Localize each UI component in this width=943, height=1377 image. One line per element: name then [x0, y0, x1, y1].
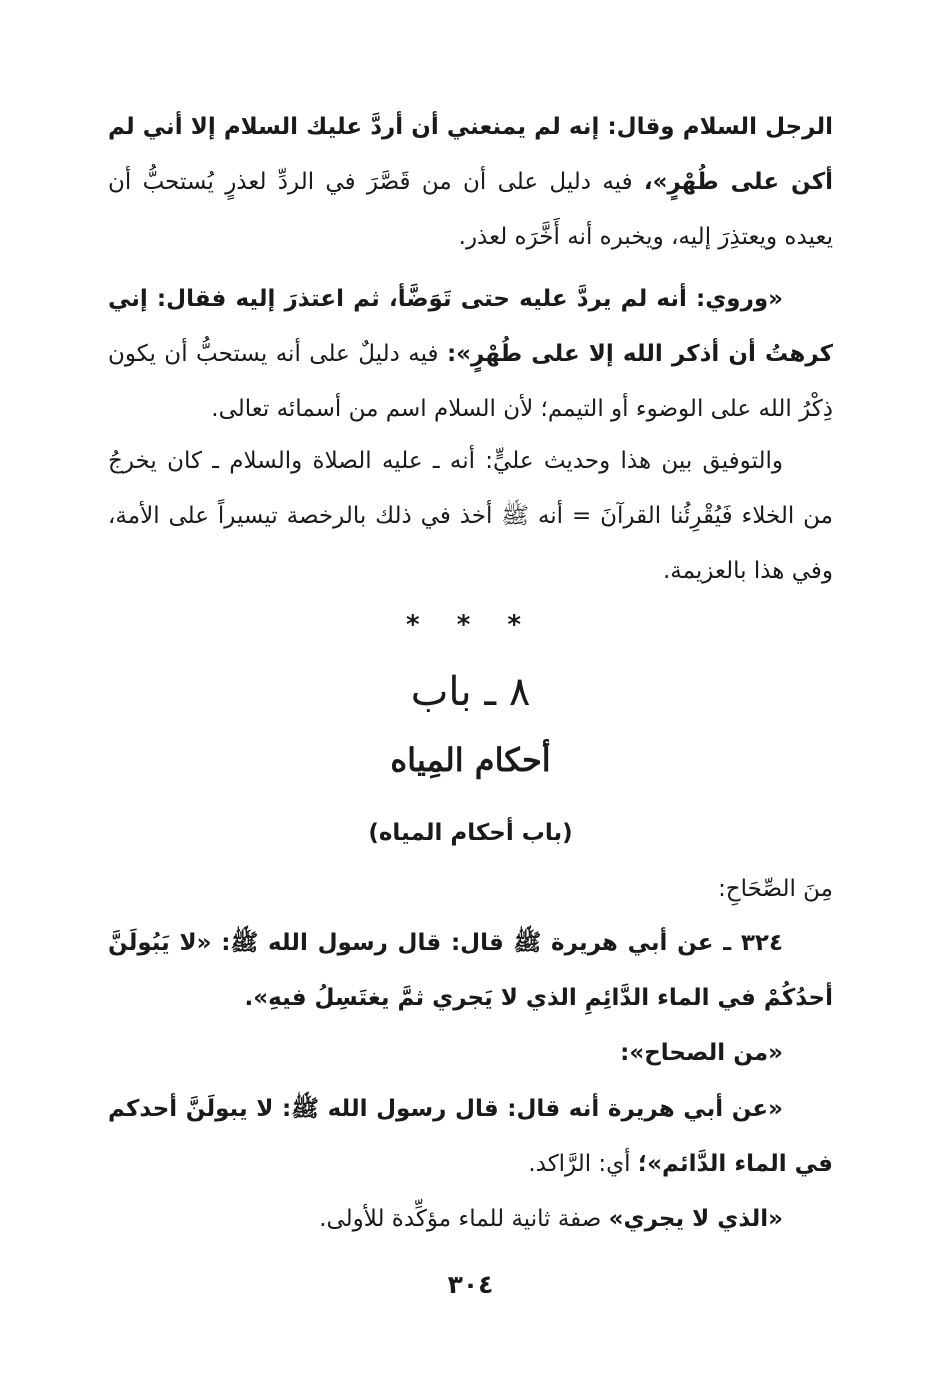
paragraph-1: [108, 100, 833, 265]
commentary-2-bold: «عن أبي هريرة أنه قال: قال رسول الله ﷺ: لا يبولَنَّ أحدكم في الماء الدَّائم»؛: [108, 1096, 833, 1177]
paragraph-3: [108, 434, 833, 599]
paragraph-2: [108, 272, 833, 437]
paragraph-1-bold: الرجل السلام وقال: إنه لم يمنعني أن أردَّ عليك السلام إلا أني لم أكن على طُهْرٍ»،: [108, 114, 833, 195]
paragraph-1-text: فيه دليل على أن من قَصَّرَ في الردِّ لعذرٍ يُستحبُّ أن يعيده ويعتذِرَ إليه، ويخبره أنه أَخَّرَه لعذر.: [108, 169, 833, 250]
chapter-subtitle: (باب أحكام المياه): [368, 820, 573, 846]
paragraph-2-text: فيه دليلٌ على أنه يستحبُّ أن يكون ذِكْرُ الله على الوضوء أو التيمم؛ لأن السلام اسم من أسمائه تعالى.: [108, 341, 833, 422]
commentary-1-bold: «من الصحاح»:: [620, 1040, 783, 1066]
commentary-2-text: أي: الرَّاكد.: [528, 1151, 638, 1177]
hadith-text: ٣٢٤ ـ عن أبي هريرة ﷺ قال: قال رسول الله ﷺ: «لا يَبُولَنَّ أحدُكُمْ في الماء الدَّائِمِ الذي لا يَجري ثمَّ يغتَسِلُ فيهِ».: [108, 930, 833, 1011]
section-separator: * * *: [406, 610, 535, 640]
commentary-3-text: صفة ثانية للماء مؤكِّدة للأولى.: [319, 1206, 609, 1232]
section-heading: مِنَ الصِّحَاحِ:: [718, 876, 833, 902]
commentary-1: [108, 1026, 833, 1081]
book-page: [108, 100, 833, 1350]
commentary-2: [108, 1082, 833, 1192]
commentary-3-bold: «الذي لا يجري»: [608, 1206, 783, 1232]
chapter-title: أحكام المِياه: [390, 741, 551, 779]
paragraph-2-bold: «وروي: أنه لم يردَّ عليه حتى تَوَضَّأ، ثم اعتذرَ إليه فقال: إني كرهتُ أن أذكر الله إلا على طُهْرٍ»:: [108, 286, 833, 367]
page-number: ٣٠٤: [447, 1270, 494, 1299]
hadith-paragraph: [108, 916, 833, 1026]
commentary-3: [108, 1192, 833, 1247]
chapter-label: ٨ ـ باب: [410, 669, 531, 715]
paragraph-3-text: والتوفيق بين هذا وحديث عليٍّ: أنه ـ عليه الصلاة والسلام ـ كان يخرجُ من الخلاء فَيُقْرِئُنا القرآنَ = أنه ﷺ أخذ في ذلك بالرخصة تيسيراً على الأمة، وفي هذا بالعزيمة.: [108, 448, 833, 584]
